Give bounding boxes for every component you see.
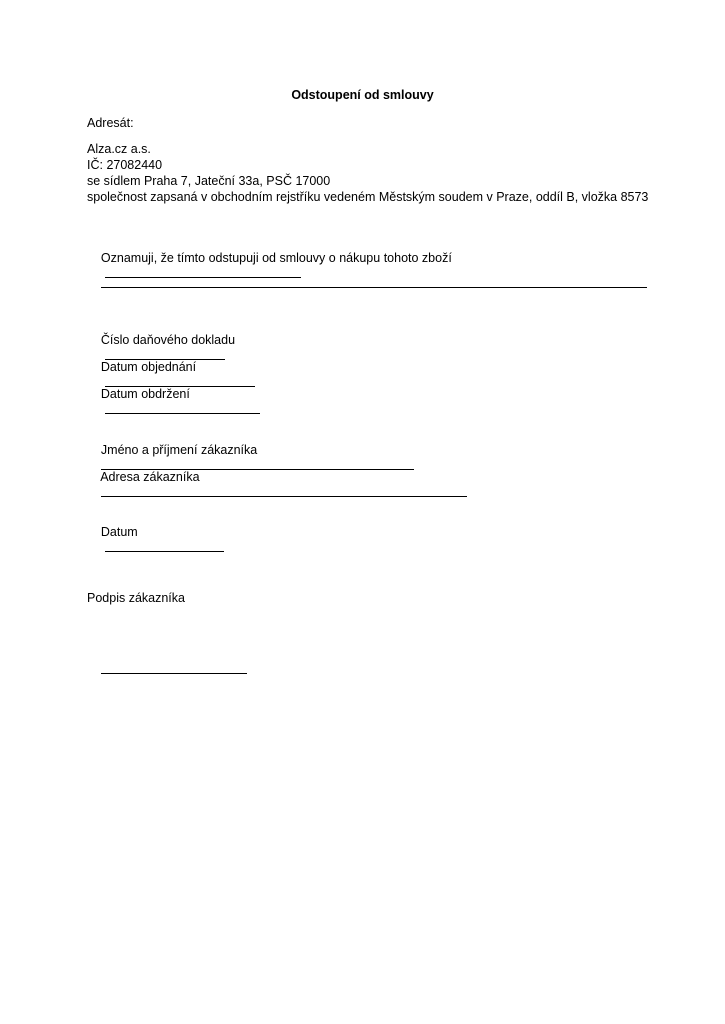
invoice-number-label: Číslo daňového dokladu — [100, 333, 236, 347]
receipt-date-row — [87, 370, 260, 434]
goods-blank-2[interactable] — [101, 276, 647, 288]
company-ico: IČ: 27082440 — [87, 158, 163, 172]
signature-label: Podpis zákazníka — [87, 591, 185, 605]
signature-blank[interactable] — [101, 662, 247, 674]
receipt-date-blank[interactable] — [105, 402, 260, 414]
customer-name-label: Jméno a příjmení zákazníka — [100, 443, 258, 457]
date-row — [87, 508, 224, 572]
notice-text: Oznamuji, že tímto odstupuji od smlouvy o nákupu tohoto zboží — [100, 251, 452, 265]
order-date-label: Datum objednání — [100, 360, 197, 374]
company-name: Alza.cz a.s. — [87, 142, 151, 156]
company-seat: se sídlem Praha 7, Jateční 33a, PSČ 17000 — [87, 174, 331, 188]
customer-address-blank[interactable] — [101, 485, 467, 497]
date-label: Datum — [100, 525, 138, 539]
addressee-label: Adresát: — [87, 116, 134, 130]
customer-address-label: Adresa zákazníka — [100, 470, 200, 484]
document-title: Odstoupení od smlouvy — [291, 88, 434, 102]
company-registry: společnost zapsaná v obchodním rejstříku vedeném Městským soudem v Praze, oddíl B, vložka 8573 — [87, 190, 649, 204]
date-blank[interactable] — [105, 540, 224, 552]
signature-row — [87, 646, 247, 694]
receipt-date-label: Datum obdržení — [100, 387, 190, 401]
goods-continuation-line — [87, 260, 647, 308]
